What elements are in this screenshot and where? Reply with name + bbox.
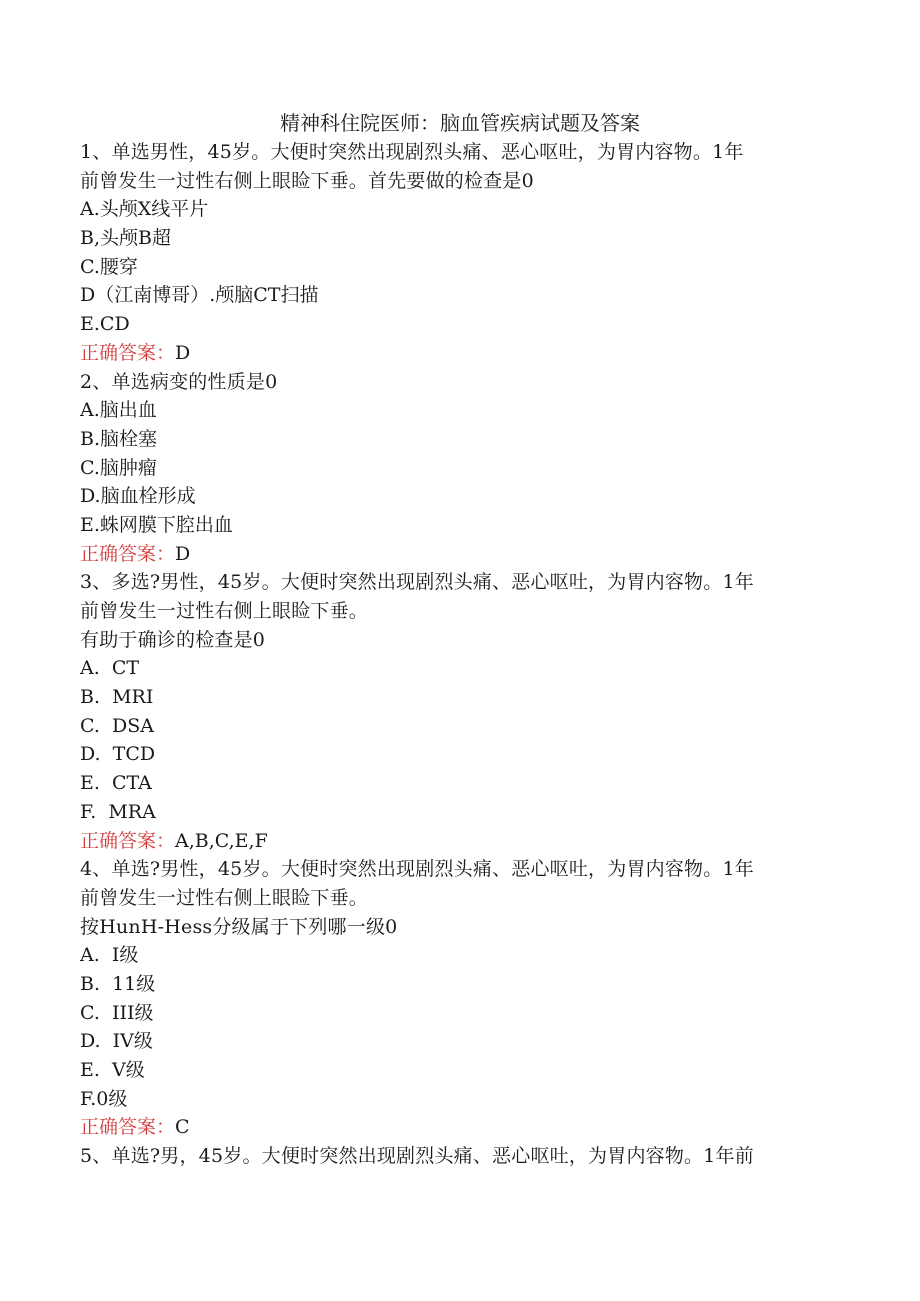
answer-label: 正确答案： [80, 1116, 176, 1139]
question-2 [80, 368, 840, 569]
option-d: D（江南博哥）.颅脑CT扫描 [80, 284, 319, 307]
answer-line [80, 827, 840, 856]
answer-line [80, 339, 840, 368]
answer-value: D [175, 542, 191, 565]
option-b: B. 11级 [80, 972, 156, 995]
option-e: E. V级 [80, 1059, 145, 1081]
question-text-line: 4、单选?男性，45岁。大便时突然出现剧烈头痛、恶心呕吐，为胃内容物。1年 [80, 858, 754, 881]
question-text-line: 2、单选病变的性质是0 [80, 370, 278, 393]
option-d: D.脑血栓形成 [80, 485, 196, 508]
option-e: E. CTA [80, 772, 152, 795]
option-b: B,头颅B超 [80, 227, 171, 250]
answer-line [80, 540, 840, 569]
question-5 [80, 1142, 840, 1171]
answer-label: 正确答案： [80, 341, 176, 364]
option-e: E.蛛网膜下腔出血 [80, 513, 233, 536]
option-a: A.脑出血 [80, 399, 157, 422]
option-b: B. MRI [80, 686, 154, 709]
option-a: A.头颅X线平片 [80, 198, 209, 221]
question-1 [80, 138, 840, 368]
question-text-line: 前曾发生一过性右侧上眼睑下垂。 [80, 886, 369, 909]
document-content [80, 138, 840, 1171]
question-text-line: 前曾发生一过性右侧上眼睑下垂。 [80, 600, 369, 622]
question-text-line: 5、单选?男，45岁。大便时突然出现剧烈头痛、恶心呕吐，为胃内容物。1年前 [80, 1145, 754, 1168]
answer-label: 正确答案： [80, 542, 176, 565]
question-text-line: 1、单选男性，45岁。大便时突然出现剧烈头痛、恶心呕吐，为胃内容物。1年 [80, 141, 744, 163]
option-a: A. CT [80, 657, 140, 680]
question-text-line: 3、多选?男性，45岁。大便时突然出现剧烈头痛、恶心呕吐，为胃内容物。1年 [80, 571, 754, 594]
answer-line [80, 1113, 840, 1142]
option-b: B.脑栓塞 [80, 427, 158, 450]
answer-value: D [175, 341, 191, 364]
question-text-line: 按HunH-Hess分级属于下列哪一级0 [80, 915, 398, 938]
question-3 [80, 568, 840, 855]
option-c: C. DSA [80, 714, 154, 737]
document-title: 精神科住院医师：脑血管疾病试题及答案 [280, 111, 640, 135]
answer-value: A,B,C,E,F [175, 829, 268, 852]
question-4 [80, 855, 840, 1142]
answer-label: 正确答案： [80, 829, 176, 852]
option-d: D. IV级 [80, 1030, 153, 1053]
option-f: F. MRA [80, 800, 156, 823]
answer-value: C [175, 1116, 190, 1139]
question-text-line: 前曾发生一过性右侧上眼睑下垂。首先要做的检查是0 [80, 169, 534, 192]
option-e: E.CD [80, 313, 130, 336]
option-c: C. III级 [80, 1001, 154, 1024]
option-a: A. I级 [80, 944, 139, 967]
option-c: C.脑肿瘤 [80, 456, 157, 479]
question-text-line: 有助于确诊的检查是0 [80, 628, 266, 651]
option-f: F.0级 [80, 1087, 128, 1110]
option-c: C.腰穿 [80, 255, 138, 278]
option-d: D. TCD [80, 743, 156, 766]
